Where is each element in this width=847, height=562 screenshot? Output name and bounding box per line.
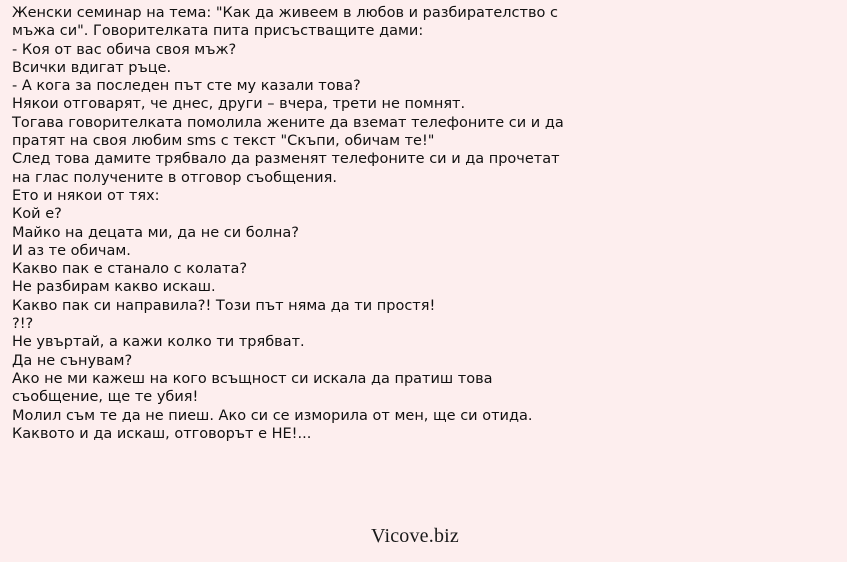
joke-line: Не увъртай, а кажи колко ти трябват. bbox=[12, 334, 305, 351]
joke-line: След това дамите трябвало да разменят телефоните си и да прочетат bbox=[12, 151, 560, 168]
joke-line: - А кога за последен път сте му казали това? bbox=[12, 78, 361, 95]
joke-line: - Коя от вас обича своя мъж? bbox=[12, 41, 237, 58]
site-watermark: Vicove.biz bbox=[371, 525, 459, 547]
joke-line: И аз те обичам. bbox=[12, 242, 131, 259]
joke-text bbox=[12, 4, 592, 443]
joke-line: съобщение, ще те убия! bbox=[12, 389, 199, 406]
joke-line: Някои отговарят, че днес, други – вчера, трети не помнят. bbox=[12, 96, 466, 113]
joke-line: Ето и някои от тях: bbox=[12, 187, 160, 204]
joke-line: ?!? bbox=[12, 316, 34, 333]
joke-line: Да не сънувам? bbox=[12, 352, 133, 369]
joke-line: мъжа си". Говорителката пита присъстващите дами: bbox=[12, 23, 424, 40]
joke-line: Ако не ми кажеш на кого всъщност си искала да пратиш това bbox=[12, 370, 493, 387]
joke-line: Тогава говорителката помолила жените да вземат телефоните си и да bbox=[12, 114, 564, 131]
joke-line: Всички вдигат ръце. bbox=[12, 59, 172, 76]
joke-line: пратят на своя любим sms с текст "Скъпи, обичам те!" bbox=[12, 133, 435, 150]
joke-line: Не разбирам какво искаш. bbox=[12, 279, 216, 296]
joke-line: Женски семинар на тема: "Как да живеем в любов и разбирателство с bbox=[12, 5, 558, 21]
joke-line: Кой е? bbox=[12, 206, 62, 223]
joke-line: Молил съм те да не пиеш. Ако си се изморила от мен, ще си отида. bbox=[12, 407, 533, 424]
joke-line: Каквото и да искаш, отговорът е НЕ!... bbox=[12, 425, 312, 442]
joke-line: Какво пак е станало с колата? bbox=[12, 261, 248, 278]
joke-line: на глас получените в отговор съобщения. bbox=[12, 169, 337, 186]
joke-line: Какво пак си направила?! Този път няма да ти простя! bbox=[12, 297, 436, 314]
joke-line: Майко на децата ми, да не си болна? bbox=[12, 224, 299, 241]
